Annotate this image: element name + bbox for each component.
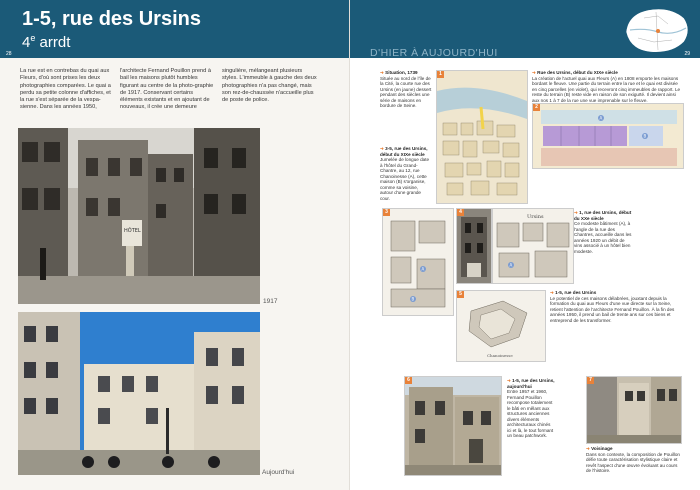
- caption-today: Aujourd'hui: [262, 469, 295, 476]
- plan-early-19th-image: [533, 104, 683, 168]
- arrondissement: 4e arrdt: [22, 33, 71, 51]
- arrow-icon: ➜: [574, 210, 580, 215]
- hotel-sign-text: HÔTEL: [124, 228, 141, 234]
- number-badge-1: 1: [437, 71, 444, 78]
- plan-3-5-ursins: [382, 208, 454, 316]
- photo-1917-image: [18, 128, 260, 304]
- cell-5-text: ➜ 1-5, rue des Ursins Le potentiel de ces maisons délabrées, jouxtant depuis la formation du quai aux Fleurs d'une vue directe sur la Seine, retient l'attention de l'architecte Fernand Pouillon. À la fin des années 1950, il prend un bail de trente ans sur ces biens et entreprend de les transformer.: [550, 290, 675, 323]
- plan-1-5-image: [457, 291, 545, 361]
- location-marker-icon: [656, 29, 660, 33]
- page-number-right: 29: [684, 51, 690, 57]
- title-band: [0, 0, 350, 58]
- city-minimap: [618, 2, 694, 56]
- plan-3-5-image: [383, 209, 453, 315]
- arrow-icon: ➜: [380, 70, 386, 75]
- svg-text:A: A: [421, 266, 425, 272]
- caption-1917: 1917: [263, 298, 278, 305]
- arrow-icon: ➜: [507, 378, 513, 383]
- arrow-icon: ➜: [532, 70, 538, 75]
- photo-1920s-image: [457, 209, 491, 283]
- map-1739: [436, 70, 528, 204]
- intro-column-2: l'architecte Fernand Pouillon prend à bail les maisons plutôt humbles figurant au centre de la photo-graphie de 1917. Conservant certains éléments existants et en ajoutant de nouveaux, il crée une demeure: [120, 68, 214, 111]
- page-title: 1-5, rue des Ursins: [22, 8, 201, 30]
- cell-4-text: ➜ 1, rue des Ursins, début du XXe siècle Ce modeste bâtiment (A), à l'angle de la rue des Chantres, accueille dans les années 1920 un débit de vins associé à un hôtel bien modeste.: [574, 210, 632, 254]
- number-badge-4: 4: [457, 209, 464, 216]
- plan-early-19th: [532, 103, 684, 169]
- label-b: B: [643, 133, 647, 139]
- svg-text:B: B: [411, 296, 415, 302]
- map-1739-image: [437, 71, 527, 203]
- plan-1-ursins: [492, 208, 574, 284]
- section-title: D'HIER À AUJOURD'HUI: [370, 47, 498, 59]
- intro-column-3: singulière, mélangeant plusieurs styles. L'immeuble à gauche des deux photographies n'a pas changé, mais son rez-de-chaussée n'accueille plus de poste de police.: [222, 68, 317, 104]
- number-badge-6: 6: [405, 377, 412, 384]
- number-badge-3: 3: [383, 209, 390, 216]
- street-label-chanoinesse: Chanoinesse: [487, 353, 513, 358]
- photo-today: [18, 312, 260, 475]
- cell-7-text: ➜ Voisinage Dans son contexte, la composition de Pouillon défie toute caractérisation stylistique claire et revêt l'aspect d'une œuvre évoluant au cours de l'histoire.: [586, 446, 680, 473]
- right-page: [350, 0, 700, 490]
- photo-today-courtyard-image: [405, 377, 501, 475]
- svg-text:A: A: [509, 262, 513, 268]
- photo-neighbourhood-image: [587, 377, 681, 443]
- arrow-icon: ➜: [550, 290, 556, 295]
- cell-2-text: ➜ Rue des Ursins, début du XIXe siècle La création de l'actuel quai aux Fleurs (A) en 1808 emporte les maisons bordant le fleuve. Une partie du terrain entre la rue et le quai est divisée en cinq parcelles (en violet), qui recevront cinq immeubles de rapport. Le reste du terrain (B) reste vide en raison de son exiguïté. Il devient ainsi aux nos 1 à 7 de la rue une vue imprenable sur le fleuve.: [532, 70, 681, 103]
- arrow-icon: ➜: [586, 446, 592, 451]
- intro-column-1: La rue est en contrebas du quai aux Fleurs, d'où sont prises les deux photographies comparées. Le quai a perdu sa petite colonne d'affiches, et la rue s'est séparée de la vespa-sienne. Dans les années 1950,: [20, 68, 111, 111]
- number-badge-5: 5: [457, 291, 464, 298]
- photo-today-courtyard: [404, 376, 502, 476]
- page-number-left: 28: [6, 51, 12, 57]
- cell-1-text: ➜ Situation, 1739 Située au nord de l'île de la Cité, la courte rue des Ursins (en jaune) dessert pendant des siècles une série de maisons en bordure de Seine.: [380, 70, 432, 108]
- cell-3-text: ➜ 3-5, rue des Ursins, début du XIXe siècle Jumelée de longue date à l'hôtel du Grand-Chantre, au 12, rue Chanoinesse (A), cette maison (B) s'organise, comme sa voisine, autour d'une grande cour.: [380, 146, 430, 201]
- photo-1920s: [456, 208, 492, 284]
- number-badge-7: 7: [587, 377, 594, 384]
- plan-1-ursins-image: [493, 209, 573, 283]
- cell-6-text: ➜ 1-5, rue des Ursins, aujourd'hui Entre 1957 et 1960, Fernand Pouillon recompose totalement le bâti en mêlant aux structures anciennes divers éléments architecturaux chinés ici et là, le tout formant un beau patchwork.: [507, 378, 555, 438]
- arrow-icon: ➜: [380, 146, 386, 151]
- label-a: A: [599, 115, 603, 121]
- plan-1-5-ursins: [456, 290, 546, 362]
- photo-neighbourhood: [586, 376, 682, 444]
- photo-1917: [18, 128, 260, 304]
- photo-today-image: [18, 312, 260, 475]
- number-badge-2: 2: [533, 104, 540, 111]
- street-label-ursins: Ursins: [527, 214, 544, 220]
